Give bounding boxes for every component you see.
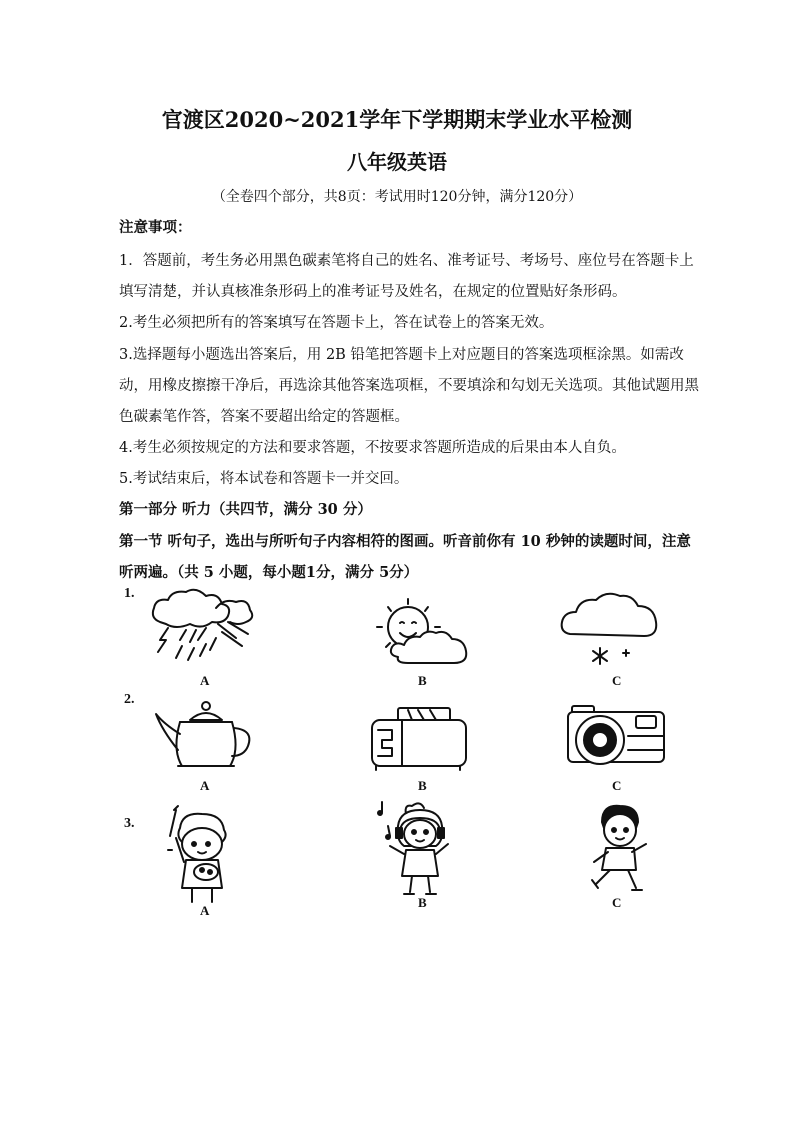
notice-line: 填写清楚，并认真核准条形码上的准考证号及姓名，在规定的位置贴好条形码。 <box>119 284 627 300</box>
toaster-icon[interactable] <box>368 700 472 772</box>
section1-instruction: 听两遍。（共 5 小题，每小题1分，满分 5分） <box>119 564 419 581</box>
snow-cloud-icon[interactable] <box>560 590 660 670</box>
option-label: B <box>418 673 427 688</box>
camera-icon[interactable] <box>566 700 670 772</box>
notice-line: 动，用橡皮擦擦干净后，再选涂其他答案选项框，不要填涂和勾划无关选项。其他试题用黑 <box>119 378 699 394</box>
section1-instruction: 第一节 听句子，选出与所听句子内容相符的图画。听音前你有 10 秒钟的读题时间，注意 <box>119 533 691 550</box>
question-number: 2. <box>124 692 135 707</box>
notice-line: 3.选择题每小题选出答案后，用 2B 铅笔把答题卡上对应题目的答案选项框涂黑。如需改 <box>119 347 684 363</box>
storm-cloud-icon[interactable] <box>146 588 266 668</box>
notice-line: 色碳素笔作答，答案不要超出给定的答题框。 <box>119 409 409 425</box>
sun-cloud-icon[interactable] <box>368 595 478 673</box>
music-girl-icon[interactable] <box>376 796 466 906</box>
notice-line: 5.考试结束后，将本试卷和答题卡一并交回。 <box>119 471 409 487</box>
option-label: C <box>612 673 622 688</box>
exam-title: 官渡区2020~2021学年下学期期末学业水平检测 <box>161 107 633 132</box>
option-label: C <box>612 895 622 910</box>
exam-info: （全卷四个部分，共8页：考试用时120分钟，满分120分） <box>211 189 583 205</box>
option-label: B <box>418 778 427 793</box>
option-label: B <box>418 895 427 910</box>
notice-line: 1．答题前，考生务必用黑色碳素笔将自己的姓名、准考证号、考场号、座位号在答题卡上 <box>119 253 694 269</box>
notice-line: 2.考生必须把所有的答案填写在答题卡上，答在试卷上的答案无效。 <box>119 315 554 331</box>
question-number: 1. <box>124 586 135 601</box>
notice-line: 4.考生必须按规定的方法和要求答题，不按要求答题所造成的后果由本人自负。 <box>119 440 626 456</box>
notice-heading: 注意事项： <box>119 219 192 236</box>
question-number: 3. <box>124 816 135 831</box>
teapot-icon[interactable] <box>150 700 260 772</box>
option-label: A <box>200 673 210 688</box>
option-label: C <box>612 778 622 793</box>
exam-subject: 八年级英语 <box>347 150 447 174</box>
painter-girl-icon[interactable] <box>162 806 242 906</box>
part1-heading: 第一部分 听力（共四节，满分 30 分） <box>119 501 372 518</box>
option-label: A <box>200 778 210 793</box>
running-boy-icon[interactable] <box>586 800 656 896</box>
option-label: A <box>200 903 210 918</box>
